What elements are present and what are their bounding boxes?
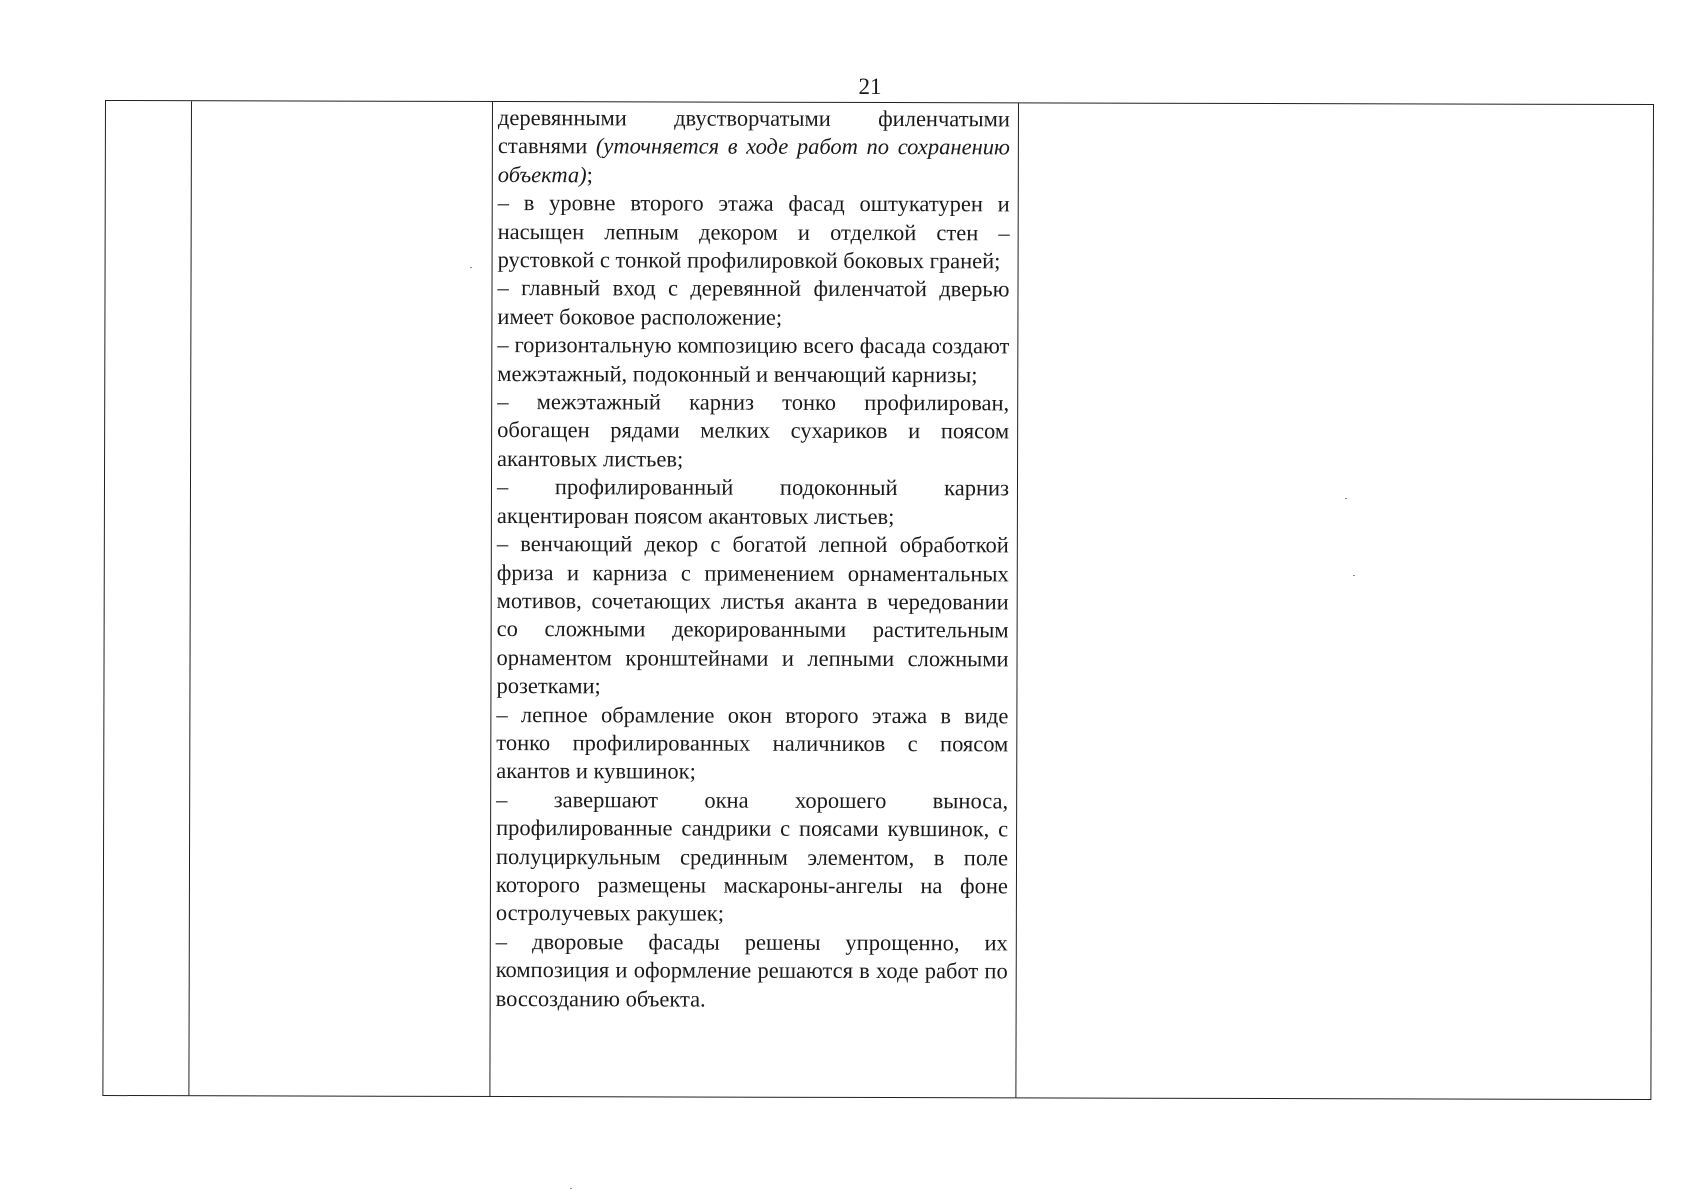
- paragraph-horizontal-composition: – горизонтальную композицию всего фасада создают межэтажный, подоконный и венчающий карнизы;: [497, 332, 1010, 387]
- description-cell: [496, 104, 1010, 1014]
- column-divider-3: [1015, 103, 1019, 1097]
- page-number: 21: [858, 74, 882, 99]
- paragraph-second-floor: – в уровне второго этажа фасад оштукатурен и насыщен лепным декором и отделкой стен – рустовкой с тонкой профилировкой боковых граней;: [497, 190, 1010, 274]
- scan-speck: [1353, 575, 1355, 576]
- paragraph-italic-note: (уточняется в ходе работ по сохранению объекта): [497, 133, 1010, 188]
- paragraph-courtyard-facades: – дворовые фасады решены упрощенно, их композиция и оформление решаются в ходе работ по воссозданию объекта.: [495, 928, 1008, 1012]
- paragraph-window-framing: – лепное обрамление окон второго этажа в виде тонко профилированных наличников с поясом акантов и кувшинок;: [496, 701, 1009, 784]
- scan-speck: [570, 1188, 572, 1189]
- paragraph-lead: деревянными двустворчатыми филенчатыми ставнями: [497, 105, 1010, 159]
- scan-speck: [1345, 498, 1347, 499]
- column-divider-2: [489, 102, 493, 1096]
- document-table: [102, 100, 1654, 1100]
- paragraph-main-entrance: – главный вход с деревянной филенчатой дверью имеет боковое расположение;: [497, 275, 1010, 330]
- paragraph-window-sandriks: – завершают окна хорошего выноса, профилированные сандрики с поясами кувшинок, с полуциркульным срединным элементом, в поле которого размещены маскароны-ангелы на фоне остролучевых ракушек;: [495, 786, 1009, 926]
- paragraph-shutters: [498, 104, 1010, 191]
- scan-speck: [470, 267, 472, 268]
- column-divider-1: [188, 101, 192, 1095]
- paragraph-crowning-decor: – венчающий декор с богатой лепной обработкой фриза и карниза с применением орнаментальных мотивов, сочетающих листья аканта в чередовании со сложными декорированными растительным орнаментом кронштейнами и лепными сложными розетками;: [496, 531, 1009, 699]
- paragraph-tail: ;: [586, 162, 593, 188]
- paragraph-interfloor-cornice: – межэтажный карниз тонко профилирован, обогащен рядами мелких сухариков и поясом акантовых листьев;: [497, 389, 1010, 472]
- paragraph-sill-cornice: – профилированный подоконный карниз акцентирован поясом акантовых листьев;: [496, 474, 1010, 529]
